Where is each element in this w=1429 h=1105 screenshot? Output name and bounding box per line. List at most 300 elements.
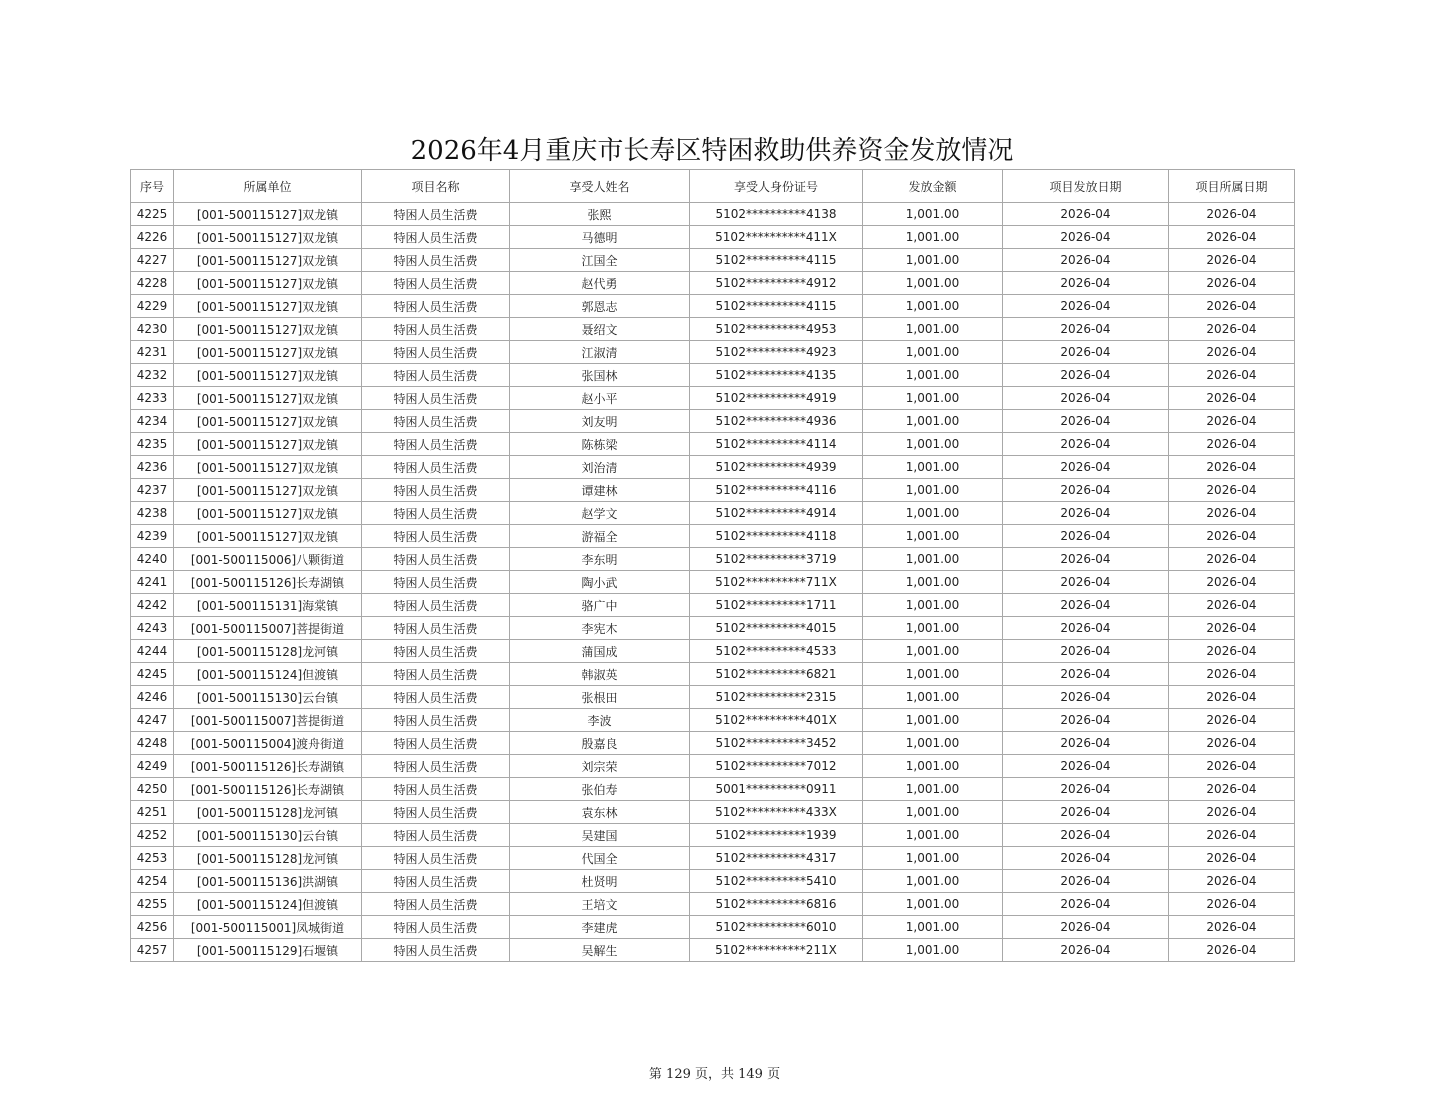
cell-col-issue-date: 2026-04 <box>1003 525 1169 548</box>
cell-col-unit: [001-500115124]但渡镇 <box>174 893 362 916</box>
cell-col-issue-date: 2026-04 <box>1003 893 1169 916</box>
cell-col-issue-date: 2026-04 <box>1003 870 1169 893</box>
cell-col-beneficiary-name: 刘友明 <box>510 410 690 433</box>
cell-col-amount: 1,001.00 <box>863 548 1003 571</box>
cell-col-amount: 1,001.00 <box>863 686 1003 709</box>
cell-col-period-date: 2026-04 <box>1169 916 1295 939</box>
cell-col-beneficiary-name: 张根田 <box>510 686 690 709</box>
cell-col-project-name: 特困人员生活费 <box>362 479 510 502</box>
cell-col-id-number: 5102**********4115 <box>690 295 863 318</box>
cell-col-beneficiary-name: 张国林 <box>510 364 690 387</box>
cell-col-period-date: 2026-04 <box>1169 939 1295 962</box>
cell-col-issue-date: 2026-04 <box>1003 755 1169 778</box>
cell-col-beneficiary-name: 王培文 <box>510 893 690 916</box>
cell-col-id-number: 5102**********3452 <box>690 732 863 755</box>
cell-col-id-number: 5102**********4135 <box>690 364 863 387</box>
cell-col-amount: 1,001.00 <box>863 456 1003 479</box>
cell-col-id-number: 5102**********1711 <box>690 594 863 617</box>
cell-col-project-name: 特困人员生活费 <box>362 548 510 571</box>
cell-col-id-number: 5102**********711X <box>690 571 863 594</box>
cell-col-period-date: 2026-04 <box>1169 525 1295 548</box>
cell-col-index: 4239 <box>131 525 174 548</box>
cell-col-index: 4226 <box>131 226 174 249</box>
cell-col-index: 4250 <box>131 778 174 801</box>
cell-col-index: 4241 <box>131 571 174 594</box>
cell-col-issue-date: 2026-04 <box>1003 433 1169 456</box>
cell-col-amount: 1,001.00 <box>863 249 1003 272</box>
cell-col-beneficiary-name: 李波 <box>510 709 690 732</box>
cell-col-issue-date: 2026-04 <box>1003 824 1169 847</box>
cell-col-index: 4256 <box>131 916 174 939</box>
cell-col-index: 4249 <box>131 755 174 778</box>
table-row <box>131 663 1295 686</box>
cell-col-index: 4245 <box>131 663 174 686</box>
table-row <box>131 893 1295 916</box>
table-row <box>131 732 1295 755</box>
table-row <box>131 433 1295 456</box>
header-col-issue-date: 项目发放日期 <box>1003 170 1169 203</box>
cell-col-index: 4244 <box>131 640 174 663</box>
cell-col-issue-date: 2026-04 <box>1003 548 1169 571</box>
cell-col-amount: 1,001.00 <box>863 617 1003 640</box>
cell-col-issue-date: 2026-04 <box>1003 640 1169 663</box>
cell-col-amount: 1,001.00 <box>863 226 1003 249</box>
cell-col-issue-date: 2026-04 <box>1003 387 1169 410</box>
cell-col-amount: 1,001.00 <box>863 410 1003 433</box>
cell-col-unit: [001-500115127]双龙镇 <box>174 226 362 249</box>
cell-col-issue-date: 2026-04 <box>1003 916 1169 939</box>
cell-col-unit: [001-500115124]但渡镇 <box>174 663 362 686</box>
cell-col-period-date: 2026-04 <box>1169 571 1295 594</box>
cell-col-beneficiary-name: 陈栋梁 <box>510 433 690 456</box>
cell-col-index: 4248 <box>131 732 174 755</box>
cell-col-amount: 1,001.00 <box>863 295 1003 318</box>
table-row <box>131 364 1295 387</box>
cell-col-issue-date: 2026-04 <box>1003 617 1169 640</box>
cell-col-issue-date: 2026-04 <box>1003 571 1169 594</box>
table-row <box>131 502 1295 525</box>
cell-col-amount: 1,001.00 <box>863 364 1003 387</box>
cell-col-issue-date: 2026-04 <box>1003 801 1169 824</box>
cell-col-amount: 1,001.00 <box>863 594 1003 617</box>
cell-col-issue-date: 2026-04 <box>1003 732 1169 755</box>
cell-col-id-number: 5102**********4914 <box>690 502 863 525</box>
cell-col-id-number: 5102**********401X <box>690 709 863 732</box>
cell-col-index: 4229 <box>131 295 174 318</box>
cell-col-issue-date: 2026-04 <box>1003 686 1169 709</box>
cell-col-id-number: 5102**********433X <box>690 801 863 824</box>
cell-col-id-number: 5102**********4953 <box>690 318 863 341</box>
cell-col-period-date: 2026-04 <box>1169 824 1295 847</box>
cell-col-period-date: 2026-04 <box>1169 387 1295 410</box>
cell-col-amount: 1,001.00 <box>863 847 1003 870</box>
cell-col-period-date: 2026-04 <box>1169 870 1295 893</box>
cell-col-beneficiary-name: 张熙 <box>510 203 690 226</box>
cell-col-period-date: 2026-04 <box>1169 847 1295 870</box>
cell-col-project-name: 特困人员生活费 <box>362 939 510 962</box>
document-title: 2026年4月重庆市长寿区特困救助供养资金发放情况 <box>410 136 1014 166</box>
cell-col-project-name: 特困人员生活费 <box>362 226 510 249</box>
cell-col-project-name: 特困人员生活费 <box>362 686 510 709</box>
cell-col-unit: [001-500115127]双龙镇 <box>174 295 362 318</box>
cell-col-project-name: 特困人员生活费 <box>362 893 510 916</box>
cell-col-id-number: 5102**********4317 <box>690 847 863 870</box>
cell-col-beneficiary-name: 袁东林 <box>510 801 690 824</box>
header-col-unit: 所属单位 <box>174 170 362 203</box>
cell-col-beneficiary-name: 谭建林 <box>510 479 690 502</box>
cell-col-period-date: 2026-04 <box>1169 272 1295 295</box>
cell-col-amount: 1,001.00 <box>863 525 1003 548</box>
cell-col-unit: [001-500115131]海棠镇 <box>174 594 362 617</box>
cell-col-index: 4234 <box>131 410 174 433</box>
cell-col-beneficiary-name: 赵学文 <box>510 502 690 525</box>
cell-col-amount: 1,001.00 <box>863 778 1003 801</box>
table-body <box>131 203 1295 962</box>
cell-col-unit: [001-500115127]双龙镇 <box>174 272 362 295</box>
cell-col-beneficiary-name: 刘宗荣 <box>510 755 690 778</box>
cell-col-beneficiary-name: 聂绍文 <box>510 318 690 341</box>
cell-col-issue-date: 2026-04 <box>1003 410 1169 433</box>
table-row <box>131 916 1295 939</box>
cell-col-amount: 1,001.00 <box>863 916 1003 939</box>
table-row <box>131 226 1295 249</box>
cell-col-beneficiary-name: 陶小武 <box>510 571 690 594</box>
cell-col-project-name: 特困人员生活费 <box>362 640 510 663</box>
cell-col-period-date: 2026-04 <box>1169 226 1295 249</box>
cell-col-amount: 1,001.00 <box>863 801 1003 824</box>
cell-col-project-name: 特困人员生活费 <box>362 410 510 433</box>
header-col-id-number: 享受人身份证号 <box>690 170 863 203</box>
cell-col-issue-date: 2026-04 <box>1003 364 1169 387</box>
cell-col-id-number: 5102**********4138 <box>690 203 863 226</box>
cell-col-beneficiary-name: 赵代勇 <box>510 272 690 295</box>
cell-col-issue-date: 2026-04 <box>1003 203 1169 226</box>
cell-col-id-number: 5102**********4116 <box>690 479 863 502</box>
cell-col-amount: 1,001.00 <box>863 387 1003 410</box>
cell-col-amount: 1,001.00 <box>863 709 1003 732</box>
cell-col-index: 4228 <box>131 272 174 295</box>
cell-col-beneficiary-name: 张伯寿 <box>510 778 690 801</box>
cell-col-issue-date: 2026-04 <box>1003 249 1169 272</box>
header-col-beneficiary-name: 享受人姓名 <box>510 170 690 203</box>
cell-col-unit: [001-500115127]双龙镇 <box>174 456 362 479</box>
cell-col-beneficiary-name: 骆广中 <box>510 594 690 617</box>
cell-col-project-name: 特困人员生活费 <box>362 249 510 272</box>
cell-col-index: 4257 <box>131 939 174 962</box>
cell-col-index: 4233 <box>131 387 174 410</box>
cell-col-unit: [001-500115004]渡舟街道 <box>174 732 362 755</box>
cell-col-unit: [001-500115127]双龙镇 <box>174 387 362 410</box>
table-row <box>131 387 1295 410</box>
cell-col-period-date: 2026-04 <box>1169 617 1295 640</box>
cell-col-id-number: 5102**********4115 <box>690 249 863 272</box>
cell-col-beneficiary-name: 江国全 <box>510 249 690 272</box>
cell-col-period-date: 2026-04 <box>1169 893 1295 916</box>
cell-col-unit: [001-500115127]双龙镇 <box>174 341 362 364</box>
header-col-amount: 发放金额 <box>863 170 1003 203</box>
cell-col-amount: 1,001.00 <box>863 341 1003 364</box>
cell-col-project-name: 特困人员生活费 <box>362 617 510 640</box>
cell-col-issue-date: 2026-04 <box>1003 272 1169 295</box>
table-row <box>131 594 1295 617</box>
cell-col-project-name: 特困人员生活费 <box>362 318 510 341</box>
cell-col-beneficiary-name: 刘治清 <box>510 456 690 479</box>
cell-col-period-date: 2026-04 <box>1169 502 1295 525</box>
cell-col-id-number: 5102**********411X <box>690 226 863 249</box>
cell-col-amount: 1,001.00 <box>863 502 1003 525</box>
table-row <box>131 709 1295 732</box>
cell-col-period-date: 2026-04 <box>1169 203 1295 226</box>
table-row <box>131 525 1295 548</box>
table-row <box>131 548 1295 571</box>
cell-col-beneficiary-name: 游福全 <box>510 525 690 548</box>
cell-col-id-number: 5102**********1939 <box>690 824 863 847</box>
cell-col-project-name: 特困人员生活费 <box>362 847 510 870</box>
cell-col-id-number: 5102**********7012 <box>690 755 863 778</box>
table-row <box>131 318 1295 341</box>
cell-col-amount: 1,001.00 <box>863 939 1003 962</box>
cell-col-beneficiary-name: 李建虎 <box>510 916 690 939</box>
table-header-row <box>131 170 1295 203</box>
cell-col-period-date: 2026-04 <box>1169 801 1295 824</box>
cell-col-id-number: 5102**********2315 <box>690 686 863 709</box>
cell-col-amount: 1,001.00 <box>863 479 1003 502</box>
header-col-index: 序号 <box>131 170 174 203</box>
cell-col-beneficiary-name: 韩淑英 <box>510 663 690 686</box>
cell-col-period-date: 2026-04 <box>1169 410 1295 433</box>
cell-col-period-date: 2026-04 <box>1169 709 1295 732</box>
cell-col-id-number: 5102**********211X <box>690 939 863 962</box>
cell-col-id-number: 5102**********4533 <box>690 640 863 663</box>
cell-col-id-number: 5001**********0911 <box>690 778 863 801</box>
cell-col-issue-date: 2026-04 <box>1003 778 1169 801</box>
cell-col-index: 4237 <box>131 479 174 502</box>
cell-col-amount: 1,001.00 <box>863 272 1003 295</box>
cell-col-project-name: 特困人员生活费 <box>362 203 510 226</box>
cell-col-project-name: 特困人员生活费 <box>362 778 510 801</box>
cell-col-unit: [001-500115127]双龙镇 <box>174 433 362 456</box>
cell-col-period-date: 2026-04 <box>1169 732 1295 755</box>
cell-col-amount: 1,001.00 <box>863 893 1003 916</box>
table-row <box>131 571 1295 594</box>
cell-col-project-name: 特困人员生活费 <box>362 387 510 410</box>
cell-col-period-date: 2026-04 <box>1169 433 1295 456</box>
cell-col-project-name: 特困人员生活费 <box>362 272 510 295</box>
cell-col-unit: [001-500115130]云台镇 <box>174 824 362 847</box>
cell-col-index: 4254 <box>131 870 174 893</box>
cell-col-issue-date: 2026-04 <box>1003 847 1169 870</box>
cell-col-amount: 1,001.00 <box>863 571 1003 594</box>
cell-col-period-date: 2026-04 <box>1169 686 1295 709</box>
cell-col-amount: 1,001.00 <box>863 824 1003 847</box>
table-row <box>131 640 1295 663</box>
cell-col-project-name: 特困人员生活费 <box>362 525 510 548</box>
cell-col-period-date: 2026-04 <box>1169 548 1295 571</box>
cell-col-index: 4225 <box>131 203 174 226</box>
cell-col-unit: [001-500115136]洪湖镇 <box>174 870 362 893</box>
cell-col-period-date: 2026-04 <box>1169 640 1295 663</box>
cell-col-index: 4243 <box>131 617 174 640</box>
cell-col-issue-date: 2026-04 <box>1003 663 1169 686</box>
cell-col-amount: 1,001.00 <box>863 640 1003 663</box>
cell-col-id-number: 5102**********4114 <box>690 433 863 456</box>
cell-col-period-date: 2026-04 <box>1169 318 1295 341</box>
cell-col-project-name: 特困人员生活费 <box>362 594 510 617</box>
cell-col-index: 4235 <box>131 433 174 456</box>
cell-col-unit: [001-500115127]双龙镇 <box>174 318 362 341</box>
cell-col-beneficiary-name: 蒲国成 <box>510 640 690 663</box>
cell-col-issue-date: 2026-04 <box>1003 456 1169 479</box>
cell-col-id-number: 5102**********3719 <box>690 548 863 571</box>
cell-col-index: 4238 <box>131 502 174 525</box>
cell-col-project-name: 特困人员生活费 <box>362 364 510 387</box>
table-row <box>131 870 1295 893</box>
cell-col-unit: [001-500115127]双龙镇 <box>174 364 362 387</box>
table-row <box>131 939 1295 962</box>
cell-col-unit: [001-500115007]菩提街道 <box>174 617 362 640</box>
cell-col-beneficiary-name: 赵小平 <box>510 387 690 410</box>
table-row <box>131 249 1295 272</box>
cell-col-period-date: 2026-04 <box>1169 663 1295 686</box>
cell-col-beneficiary-name: 李东明 <box>510 548 690 571</box>
cell-col-index: 4247 <box>131 709 174 732</box>
table-row <box>131 778 1295 801</box>
cell-col-period-date: 2026-04 <box>1169 295 1295 318</box>
cell-col-index: 4232 <box>131 364 174 387</box>
cell-col-beneficiary-name: 杜贤明 <box>510 870 690 893</box>
cell-col-unit: [001-500115128]龙河镇 <box>174 640 362 663</box>
cell-col-id-number: 5102**********6010 <box>690 916 863 939</box>
cell-col-index: 4227 <box>131 249 174 272</box>
cell-col-id-number: 5102**********6821 <box>690 663 863 686</box>
cell-col-project-name: 特困人员生活费 <box>362 755 510 778</box>
cell-col-project-name: 特困人员生活费 <box>362 732 510 755</box>
cell-col-issue-date: 2026-04 <box>1003 709 1169 732</box>
cell-col-project-name: 特困人员生活费 <box>362 341 510 364</box>
cell-col-beneficiary-name: 吴解生 <box>510 939 690 962</box>
cell-col-index: 4242 <box>131 594 174 617</box>
cell-col-project-name: 特困人员生活费 <box>362 801 510 824</box>
header-col-project-name: 项目名称 <box>362 170 510 203</box>
payment-table <box>130 169 1295 962</box>
cell-col-unit: [001-500115127]双龙镇 <box>174 479 362 502</box>
table-row <box>131 272 1295 295</box>
cell-col-unit: [001-500115128]龙河镇 <box>174 847 362 870</box>
cell-col-project-name: 特困人员生活费 <box>362 571 510 594</box>
cell-col-period-date: 2026-04 <box>1169 755 1295 778</box>
cell-col-beneficiary-name: 殷嘉良 <box>510 732 690 755</box>
cell-col-unit: [001-500115128]龙河镇 <box>174 801 362 824</box>
cell-col-beneficiary-name: 江淑清 <box>510 341 690 364</box>
cell-col-amount: 1,001.00 <box>863 433 1003 456</box>
cell-col-period-date: 2026-04 <box>1169 249 1295 272</box>
cell-col-unit: [001-500115001]凤城街道 <box>174 916 362 939</box>
cell-col-amount: 1,001.00 <box>863 318 1003 341</box>
cell-col-amount: 1,001.00 <box>863 870 1003 893</box>
cell-col-project-name: 特困人员生活费 <box>362 433 510 456</box>
cell-col-beneficiary-name: 马德明 <box>510 226 690 249</box>
cell-col-amount: 1,001.00 <box>863 203 1003 226</box>
cell-col-unit: [001-500115006]八颗街道 <box>174 548 362 571</box>
cell-col-index: 4246 <box>131 686 174 709</box>
cell-col-project-name: 特困人员生活费 <box>362 824 510 847</box>
cell-col-project-name: 特困人员生活费 <box>362 870 510 893</box>
table-row <box>131 755 1295 778</box>
cell-col-unit: [001-500115007]菩提街道 <box>174 709 362 732</box>
cell-col-id-number: 5102**********4912 <box>690 272 863 295</box>
table-row <box>131 479 1295 502</box>
cell-col-project-name: 特困人员生活费 <box>362 709 510 732</box>
cell-col-beneficiary-name: 郭恩志 <box>510 295 690 318</box>
cell-col-project-name: 特困人员生活费 <box>362 663 510 686</box>
cell-col-issue-date: 2026-04 <box>1003 502 1169 525</box>
cell-col-project-name: 特困人员生活费 <box>362 295 510 318</box>
cell-col-index: 4231 <box>131 341 174 364</box>
cell-col-unit: [001-500115127]双龙镇 <box>174 410 362 433</box>
cell-col-period-date: 2026-04 <box>1169 594 1295 617</box>
page-footer: 第 129 页，共 149 页 <box>648 1067 781 1082</box>
cell-col-id-number: 5102**********4118 <box>690 525 863 548</box>
cell-col-beneficiary-name: 吴建国 <box>510 824 690 847</box>
cell-col-issue-date: 2026-04 <box>1003 594 1169 617</box>
cell-col-period-date: 2026-04 <box>1169 341 1295 364</box>
cell-col-unit: [001-500115127]双龙镇 <box>174 502 362 525</box>
cell-col-issue-date: 2026-04 <box>1003 295 1169 318</box>
cell-col-issue-date: 2026-04 <box>1003 479 1169 502</box>
cell-col-index: 4252 <box>131 824 174 847</box>
cell-col-beneficiary-name: 李宪木 <box>510 617 690 640</box>
cell-col-index: 4240 <box>131 548 174 571</box>
cell-col-id-number: 5102**********4923 <box>690 341 863 364</box>
cell-col-unit: [001-500115126]长寿湖镇 <box>174 571 362 594</box>
cell-col-project-name: 特困人员生活费 <box>362 502 510 525</box>
cell-col-amount: 1,001.00 <box>863 663 1003 686</box>
cell-col-id-number: 5102**********5410 <box>690 870 863 893</box>
cell-col-project-name: 特困人员生活费 <box>362 916 510 939</box>
cell-col-unit: [001-500115127]双龙镇 <box>174 203 362 226</box>
cell-col-index: 4251 <box>131 801 174 824</box>
cell-col-beneficiary-name: 代国全 <box>510 847 690 870</box>
cell-col-unit: [001-500115127]双龙镇 <box>174 249 362 272</box>
table-row <box>131 801 1295 824</box>
cell-col-index: 4253 <box>131 847 174 870</box>
cell-col-project-name: 特困人员生活费 <box>362 456 510 479</box>
cell-col-issue-date: 2026-04 <box>1003 341 1169 364</box>
cell-col-amount: 1,001.00 <box>863 732 1003 755</box>
table-row <box>131 847 1295 870</box>
cell-col-unit: [001-500115127]双龙镇 <box>174 525 362 548</box>
cell-col-period-date: 2026-04 <box>1169 456 1295 479</box>
table-row <box>131 456 1295 479</box>
cell-col-index: 4230 <box>131 318 174 341</box>
table-row <box>131 686 1295 709</box>
cell-col-issue-date: 2026-04 <box>1003 939 1169 962</box>
cell-col-unit: [001-500115129]石堰镇 <box>174 939 362 962</box>
cell-col-issue-date: 2026-04 <box>1003 226 1169 249</box>
cell-col-id-number: 5102**********4919 <box>690 387 863 410</box>
cell-col-period-date: 2026-04 <box>1169 479 1295 502</box>
cell-col-id-number: 5102**********4015 <box>690 617 863 640</box>
cell-col-period-date: 2026-04 <box>1169 778 1295 801</box>
table-row <box>131 295 1295 318</box>
cell-col-id-number: 5102**********4936 <box>690 410 863 433</box>
cell-col-id-number: 5102**********6816 <box>690 893 863 916</box>
cell-col-period-date: 2026-04 <box>1169 364 1295 387</box>
cell-col-unit: [001-500115126]长寿湖镇 <box>174 755 362 778</box>
cell-col-unit: [001-500115126]长寿湖镇 <box>174 778 362 801</box>
cell-col-index: 4236 <box>131 456 174 479</box>
cell-col-id-number: 5102**********4939 <box>690 456 863 479</box>
